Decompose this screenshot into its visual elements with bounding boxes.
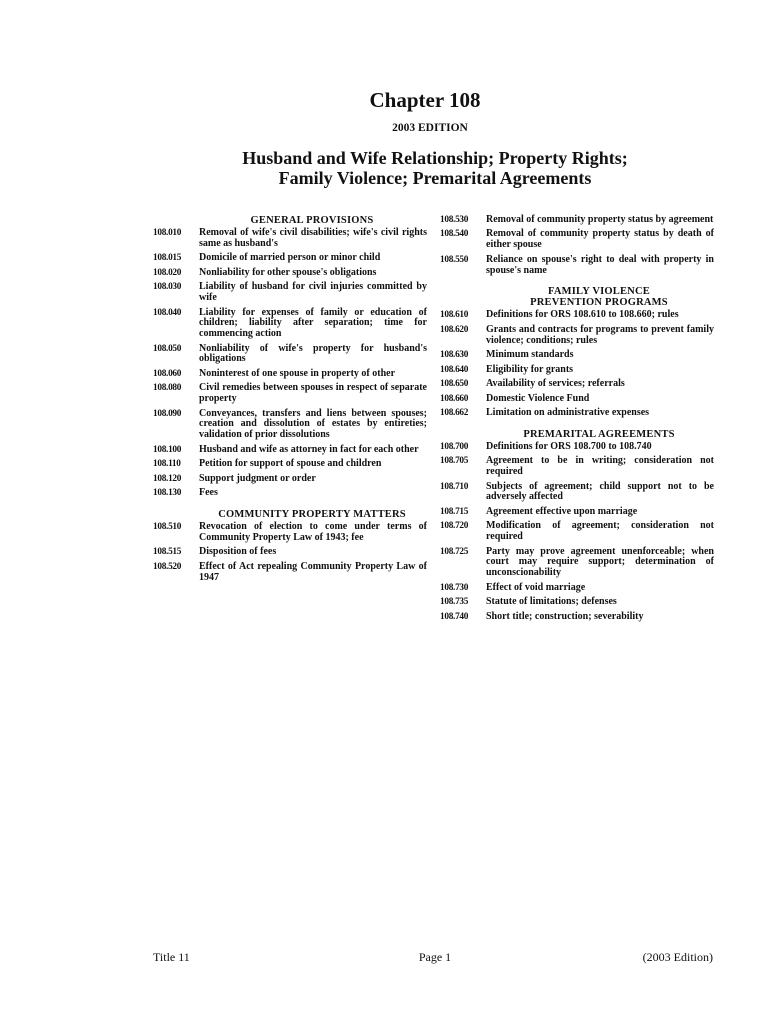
community-entries-continued — [440, 215, 714, 276]
section-entry — [153, 344, 427, 366]
section-entry — [440, 482, 714, 504]
section-number: 108.630 — [440, 350, 469, 361]
section-entry — [440, 350, 714, 361]
community-entries — [153, 522, 427, 583]
section-heading-family-violence — [484, 286, 714, 308]
footer-edition: (2003 Edition) — [642, 950, 713, 964]
section-title: Party may prove agreement unenforceable; when court may require support; determination of unconscionability — [486, 545, 714, 579]
chapter-header — [0, 88, 770, 188]
section-number: 108.510 — [153, 521, 182, 532]
section-entry — [440, 597, 714, 608]
section-number: 108.520 — [153, 561, 182, 572]
section-title: Disposition of fees — [199, 546, 277, 558]
section-number: 108.700 — [440, 441, 469, 452]
section-entry — [153, 308, 427, 340]
edition-label: 2003 EDITION — [392, 122, 468, 134]
section-number: 108.010 — [153, 228, 182, 238]
section-title: Definitions for ORS 108.610 to 108.660; rules — [486, 309, 679, 321]
section-title: Modification of agreement; consideration not required — [486, 520, 714, 543]
section-number: 108.720 — [440, 521, 469, 532]
section-entry — [440, 408, 714, 419]
section-title: Husband and wife as attorney in fact for each other — [199, 443, 419, 455]
section-number: 108.620 — [440, 324, 469, 335]
section-number: 108.740 — [440, 611, 469, 622]
section-title: Conveyances, transfers and liens between spouses; creation and dissolution of estates by entireties; validation of prior dissolutions — [199, 407, 427, 441]
family-violence-entries — [440, 310, 714, 419]
section-title: Subjects of agreement; child support not to be adversely affected — [486, 480, 714, 503]
section-entry — [153, 409, 427, 441]
section-number: 108.120 — [153, 473, 182, 484]
section-entry — [440, 612, 714, 623]
section-title: Revocation of election to come under terms of Community Property Law of 1943; fee — [199, 520, 427, 543]
section-title: Eligibility for grants — [486, 363, 574, 375]
section-entry — [440, 215, 714, 226]
section-entry — [153, 228, 427, 250]
section-title: Nonliability for other spouse's obligations — [199, 266, 377, 278]
section-number: 108.040 — [153, 307, 182, 318]
section-entry — [153, 383, 427, 405]
subject-line-2: Family Violence; Premarital Agreements — [278, 168, 592, 188]
section-number: 108.640 — [440, 364, 469, 375]
section-title: Agreement to be in writing; consideration not required — [486, 455, 714, 478]
section-number: 108.110 — [153, 459, 181, 470]
section-entry — [440, 394, 714, 405]
section-entry — [153, 522, 427, 544]
section-entry — [440, 379, 714, 390]
section-title: Noninterest of one spouse in property of other — [199, 367, 396, 379]
section-title: Liability of husband for civil injuries committed by wife — [199, 281, 427, 304]
section-entry — [440, 442, 714, 453]
section-entry — [440, 365, 714, 376]
section-title: Removal of community property status by death of either spouse — [486, 228, 714, 251]
premarital-entries — [440, 442, 714, 623]
section-title: Effect of Act repealing Community Property Law of 1947 — [199, 560, 427, 583]
section-entry — [153, 268, 427, 279]
section-title: Civil remedies between spouses in respect of separate property — [199, 382, 427, 405]
section-title: Minimum standards — [486, 349, 574, 361]
section-number: 108.020 — [153, 267, 182, 278]
family-violence-heading-line-2: PREVENTION PROGRAMS — [530, 297, 668, 309]
section-entry — [440, 521, 714, 543]
section-number: 108.735 — [440, 597, 469, 608]
section-title: Reliance on spouse's right to deal with property in spouse's name — [486, 253, 714, 276]
section-title: Domestic Violence Fund — [486, 392, 590, 404]
section-number: 108.715 — [440, 506, 469, 517]
section-heading-community: COMMUNITY PROPERTY MATTERS — [218, 508, 406, 520]
section-entry — [153, 369, 427, 380]
section-heading-general: GENERAL PROVISIONS — [250, 215, 374, 226]
section-entry — [153, 459, 427, 470]
section-entry — [440, 583, 714, 594]
general-entries — [153, 228, 427, 499]
section-number: 108.710 — [440, 481, 469, 492]
section-title: Agreement effective upon marriage — [486, 505, 638, 517]
section-number: 108.030 — [153, 282, 182, 293]
section-entry — [440, 456, 714, 478]
section-number: 108.530 — [440, 215, 469, 225]
section-title: Liability for expenses of family or education of children; liability after separation; time for commencing action — [199, 306, 427, 340]
section-number: 108.515 — [153, 547, 182, 558]
section-entry — [153, 547, 427, 558]
section-title: Availability of services; referrals — [486, 378, 625, 390]
section-number: 108.540 — [440, 229, 469, 240]
section-title: Limitation on administrative expenses — [486, 407, 650, 419]
section-title: Fees — [199, 487, 218, 499]
section-entry — [153, 474, 427, 485]
section-title: Definitions for ORS 108.700 to 108.740 — [486, 440, 652, 452]
footer-page-number: Page 1 — [418, 950, 452, 964]
section-entry — [153, 488, 427, 499]
section-title: Domicile of married person or minor child — [199, 252, 381, 264]
section-entry — [153, 253, 427, 264]
section-heading-premarital: PREMARITAL AGREEMENTS — [523, 428, 675, 440]
section-title: Effect of void marriage — [486, 581, 586, 593]
section-number: 108.610 — [440, 310, 469, 321]
section-title: Grants and contracts for programs to prevent family violence; conditions; rules — [486, 323, 714, 346]
section-title: Short title; construction; severability — [486, 610, 644, 622]
section-number: 108.130 — [153, 488, 182, 499]
section-number: 108.060 — [153, 368, 182, 379]
section-entry — [440, 547, 714, 579]
section-number: 108.090 — [153, 408, 182, 419]
section-entry — [153, 445, 427, 456]
section-number: 108.730 — [440, 582, 469, 593]
section-entry — [440, 310, 714, 321]
section-number: 108.080 — [153, 383, 182, 394]
chapter-title: Chapter 108 — [369, 88, 481, 112]
section-number: 108.015 — [153, 253, 182, 264]
section-number: 108.550 — [440, 254, 469, 265]
section-number: 108.650 — [440, 379, 469, 390]
section-number: 108.100 — [153, 444, 182, 455]
section-entry — [153, 282, 427, 304]
section-title: Statute of limitations; defenses — [486, 596, 617, 608]
right-column — [440, 215, 714, 626]
section-number: 108.725 — [440, 546, 469, 557]
section-title: Petition for support of spouse and children — [199, 458, 382, 470]
section-title: Support judgment or order — [199, 472, 316, 484]
section-number: 108.050 — [153, 343, 182, 354]
section-number: 108.662 — [440, 408, 469, 419]
section-entry — [440, 229, 714, 251]
subject-line-1: Husband and Wife Relationship; Property Rights; — [242, 148, 628, 168]
section-entry — [440, 255, 714, 277]
section-number: 108.660 — [440, 393, 469, 404]
section-entry — [440, 507, 714, 518]
section-entry — [440, 325, 714, 347]
section-title: Removal of community property status by agreement — [486, 214, 714, 225]
chapter-subject — [100, 148, 770, 188]
footer-title: Title 11 — [153, 950, 190, 964]
section-title: Removal of wife's civil disabilities; wife's civil rights same as husband's — [199, 227, 427, 249]
section-entry — [153, 562, 427, 584]
left-column — [153, 215, 427, 587]
section-number: 108.705 — [440, 456, 469, 467]
section-title: Nonliability of wife's property for husband's obligations — [199, 342, 427, 365]
family-violence-heading-line-1: FAMILY VIOLENCE — [548, 286, 650, 298]
